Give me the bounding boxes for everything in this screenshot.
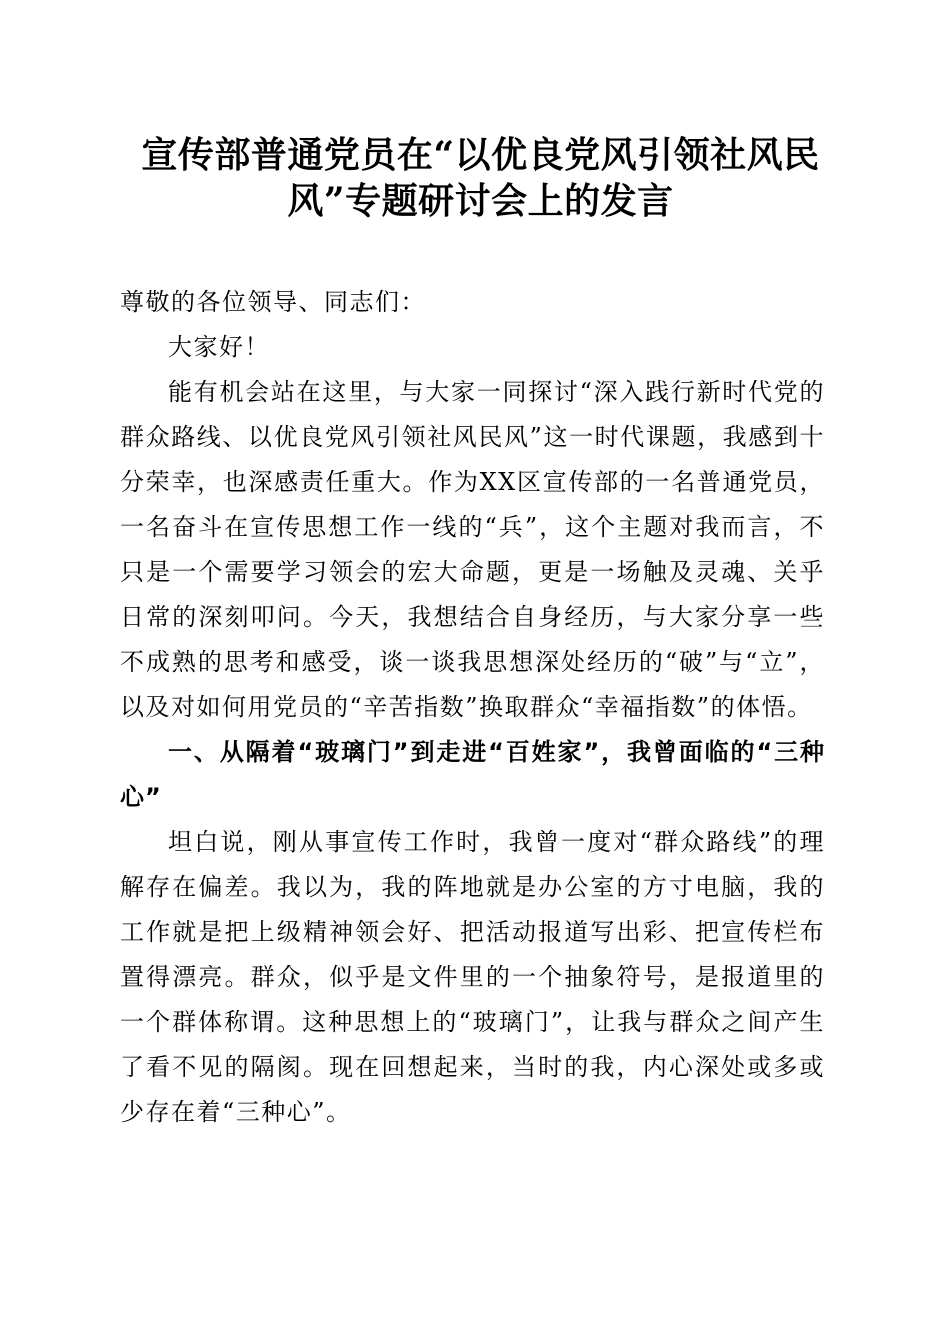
section-1-heading: 一、从隔着“玻璃门”到走进“百姓家”，我曾面临的“三种心” xyxy=(120,738,825,811)
greeting: 大家好！ xyxy=(168,333,270,361)
salutation: 尊敬的各位领导、同志们： xyxy=(120,288,426,316)
document-page xyxy=(120,132,825,1135)
document-title xyxy=(120,132,825,224)
paragraph-1: 能有机会站在这里，与大家一同探讨“深入践行新时代党的群众路线、以优良党风引领社风民风”这一时代课题，我感到十分荣幸，也深感责任重大。作为XX区宣传部的一名普通党员，一名奋斗在宣传思想工作一线的“兵”，这个主题对我而言，不只是一个需要学习领会的宏大命题，更是一场触及灵魂、关乎日常的深刻叩问。今天，我想结合自身经历，与大家分享一些不成熟的思考和感受，谈一谈我思想深处经历的“破”与“立”，以及对如何用党员的“辛苦指数”换取群众“幸福指数”的体悟。 xyxy=(120,378,825,721)
title-line-2: 风”专题研讨会上的发言 xyxy=(287,180,674,222)
document-body xyxy=(120,280,825,1135)
title-line-1: 宣传部普通党员在“以优良党风引领社风民 xyxy=(141,134,820,176)
paragraph-2: 坦白说，刚从事宣传工作时，我曾一度对“群众路线”的理解存在偏差。我以为，我的阵地就是办公室的方寸电脑，我的工作就是把上级精神领会好、把活动报道写出彩、把宣传栏布置得漂亮。群众，似乎是文件里的一个抽象符号，是报道里的一个群体称谓。这种思想上的“玻璃门”，让我与群众之间产生了看不见的隔阂。现在回想起来，当时的我，内心深处或多或少存在着“三种心”。 xyxy=(120,828,825,1126)
